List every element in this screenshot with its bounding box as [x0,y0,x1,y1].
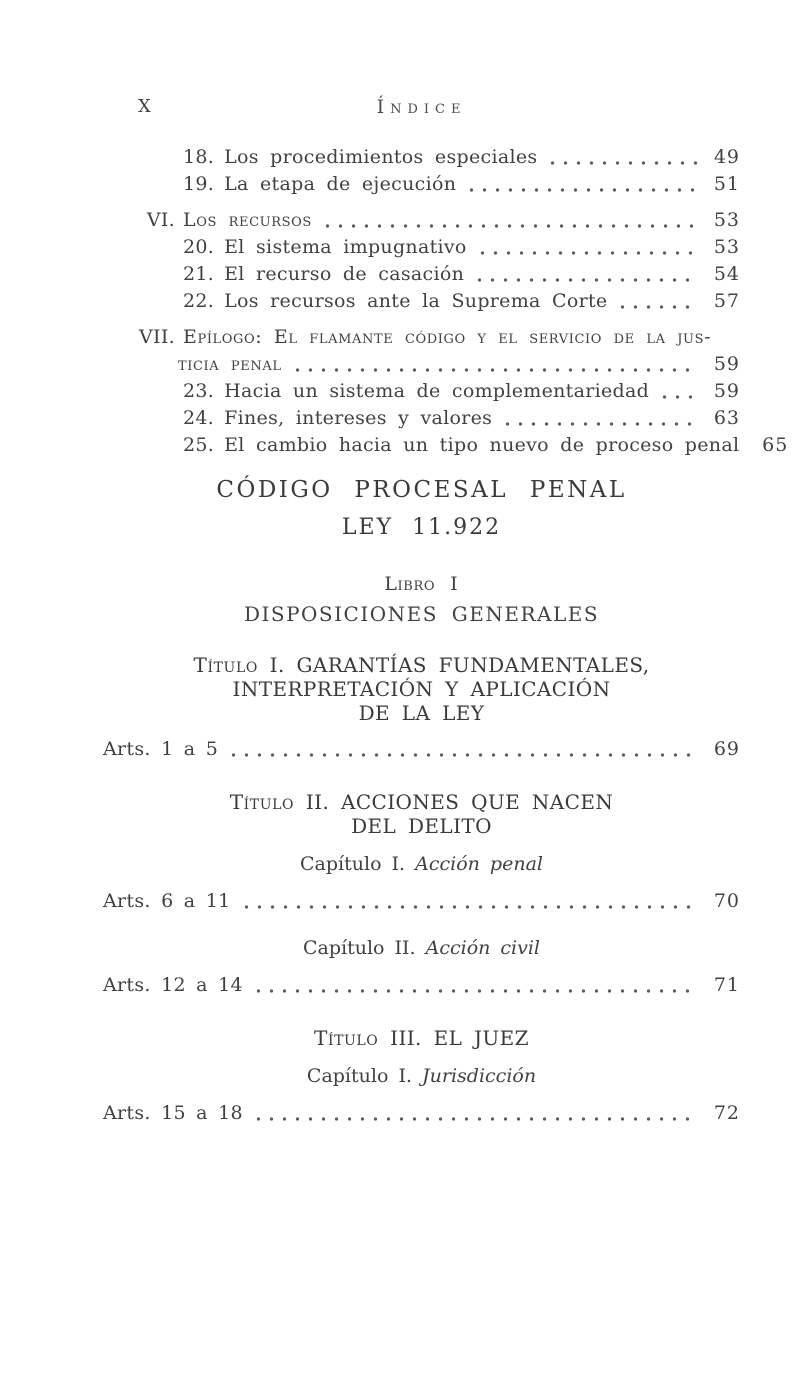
capitulo-subject: Jurisdicción [422,1065,537,1087]
toc-row [103,261,740,288]
toc-entry-title: Hacia un sistema de complementariedad [224,380,650,402]
toc-entry-number: 20. [183,236,215,258]
capitulo-heading [103,1064,740,1089]
toc-entry-title: Los recursos ante la Suprema Corte [224,290,608,312]
toc-entry-number: VII. [139,326,175,348]
libro-label: Libro [384,573,436,595]
libro-heading [103,573,740,595]
toc-row [103,234,740,261]
libro-numeral: I [435,573,459,595]
dot-leader [289,351,698,378]
dot-leader [250,972,698,999]
articles-range: Arts. 12 a 14 [103,974,243,996]
articles-range: Arts. 6 a 11 [103,890,231,912]
articles-page-number: 69 [713,738,740,760]
articles-page-number: 70 [713,890,740,912]
toc-entry-number: 21. [183,263,215,285]
titulo-label: Título [314,1026,379,1050]
toc-row [103,288,740,315]
articles-page-number: 72 [713,1102,740,1124]
articles-range-row [103,1100,740,1127]
dot-leader [463,171,698,198]
code-title: CÓDIGO PROCESAL PENAL [216,477,627,503]
toc-row [103,378,740,405]
dot-leader [238,888,698,915]
dot-leader [614,288,698,315]
toc-row [103,144,740,171]
toc-row [103,432,789,459]
toc-entry-number: 19. [183,173,215,195]
toc-entry-title: El sistema impugnativo [224,236,467,258]
toc-page-number: 59 [713,380,740,402]
titulo-line [103,653,740,677]
toc-entry-number: 24. [183,407,215,429]
book-page [0,96,799,1388]
running-title: Índice [376,96,467,118]
articles-range: Arts. 15 a 18 [103,1102,243,1124]
toc-page-number: 53 [713,236,740,258]
toc-entry-title: Los recursos [183,209,312,231]
dot-leader [656,378,698,405]
folio-page-number: X [138,96,152,117]
toc-page-number: 65 [762,434,789,456]
toc-entry-number: 23. [183,380,215,402]
capitulo-subject: Acción penal [415,853,543,875]
libro-subtitle: DISPOSICIONES GENERALES [243,602,600,626]
toc-entry-title: ticia penal [178,353,282,375]
titulo-line: DEL DELITO [351,814,492,838]
dot-leader [319,207,698,234]
titulo-text: III. EL JUEZ [378,1026,529,1050]
toc-entry-title: Fines, intereses y valores [224,407,493,429]
dot-leader [499,405,698,432]
sections-container [103,653,740,1127]
titulo-heading [103,1026,740,1050]
titulo-label: Título [229,790,295,814]
titulo-heading [103,790,740,838]
articles-range-row [103,972,740,999]
toc-page-number: 63 [713,407,740,429]
capitulo-subject: Acción civil [425,937,541,959]
dot-leader [225,736,698,763]
toc-entry-number: 18. [183,146,215,168]
toc-page-number: 59 [713,353,740,375]
toc-entry-title: Los procedimientos especiales [224,146,538,168]
toc-entry-title: Epílogo: El flamante código y el servicio de la jus- [183,326,712,348]
dot-leader [474,234,698,261]
toc-entry-title: La etapa de ejecución [224,173,457,195]
titulo-line: DE LA LEY [358,701,485,725]
toc-page-number: 53 [713,209,740,231]
titulo-text: I. GARANTÍAS FUNDAMENTALES, [257,653,650,677]
toc-entry-number: 22. [183,290,215,312]
capitulo-label: Capítulo II. [302,937,426,959]
toc-row [103,324,740,351]
dot-leader [250,1100,698,1127]
capitulo-heading [103,852,740,877]
titulo-heading [103,653,740,725]
capitulo-heading [103,936,740,961]
toc-entry-number: 25. [183,434,215,456]
toc-page-number: 49 [713,146,740,168]
dot-leader [471,261,698,288]
titulo-line [103,790,740,814]
articles-range-row [103,888,740,915]
toc-entry-title: El cambio hacia un tipo nuevo de proceso penal [224,434,740,456]
titulo-line: INTERPRETACIÓN Y APLICACIÓN [232,677,611,701]
toc-row [103,207,740,234]
toc-row [103,405,740,432]
law-body [103,477,740,1127]
dot-leader [544,144,698,171]
titulo-line [103,1026,740,1050]
articles-page-number: 71 [713,974,740,996]
toc-row [103,171,740,198]
toc-page-number: 57 [713,290,740,312]
toc-entry-number: VI. [146,209,175,231]
law-number: LEY 11.922 [341,515,502,540]
toc-page-number: 54 [713,263,740,285]
articles-range: Arts. 1 a 5 [103,738,219,760]
titulo-text: II. ACCIONES QUE NACEN [294,790,614,814]
page-header [103,96,740,122]
toc-row [103,351,740,378]
capitulo-label: Capítulo I. [300,853,416,875]
titulo-label: Título [193,653,258,677]
toc-entry-title: El recurso de casación [224,263,465,285]
toc-page-number: 51 [713,173,740,195]
articles-range-row [103,736,740,763]
capitulo-label: Capítulo I. [306,1065,423,1087]
toc-list [103,144,789,459]
